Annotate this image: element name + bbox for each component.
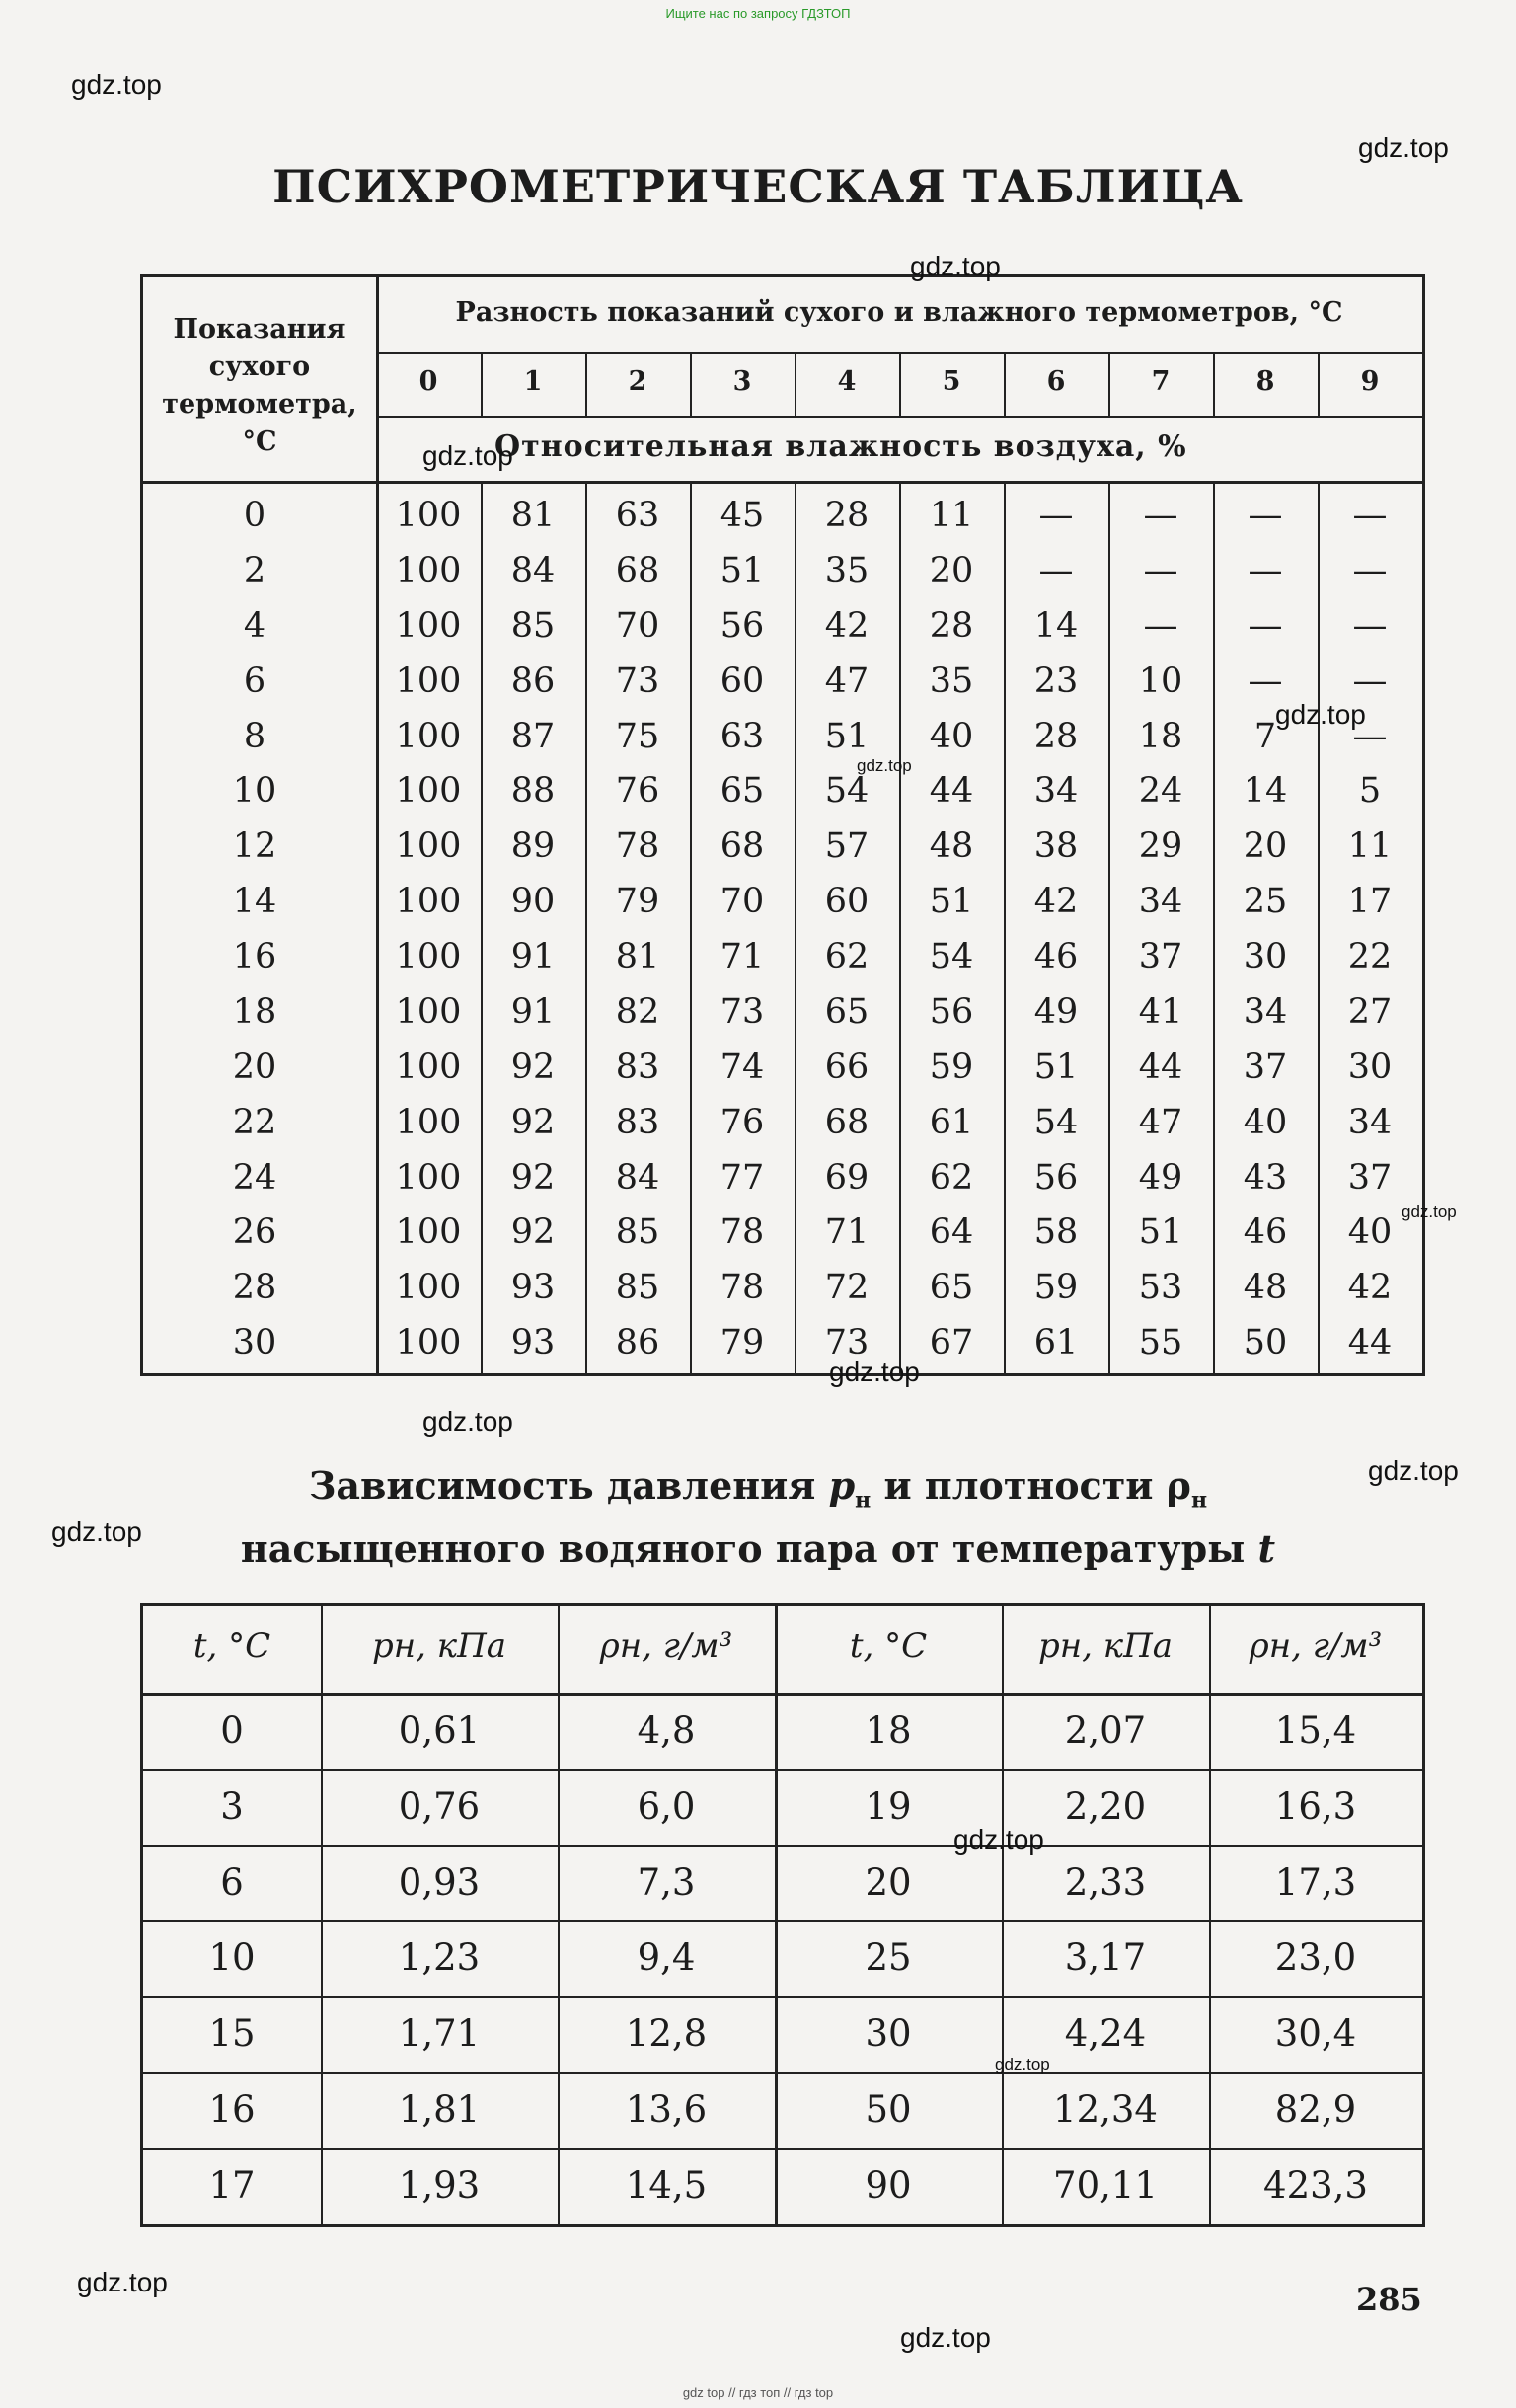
- watermark: gdz.top: [1358, 132, 1449, 163]
- watermark: gdz.top: [910, 251, 1001, 281]
- humidity-cell: 47: [824, 660, 870, 701]
- humidity-cell: 34: [1347, 1102, 1393, 1142]
- vapor-cell: 23,0: [1274, 1936, 1357, 1980]
- dry-temp-cell: 8: [243, 716, 266, 756]
- humidity-cell: 86: [615, 1323, 660, 1363]
- humidity-cell: 59: [1033, 1268, 1079, 1308]
- humidity-cell: 91: [510, 937, 556, 976]
- humidity-cell: 50: [1243, 1323, 1288, 1363]
- dry-thermometer-header: [143, 311, 376, 461]
- humidity-cell: 37: [1138, 937, 1183, 976]
- humidity-cell: 54: [929, 937, 974, 976]
- dry-temp-cell: 18: [232, 991, 277, 1032]
- humidity-cell: 71: [824, 1212, 870, 1253]
- humidity-cell: —: [1248, 660, 1283, 701]
- humidity-cell: 82: [615, 991, 660, 1032]
- humidity-cell: 65: [929, 1268, 974, 1308]
- difference-col-9: 9: [1360, 366, 1380, 397]
- difference-col-3: 3: [732, 366, 752, 397]
- humidity-cell: 81: [615, 937, 660, 976]
- t-symbol: t: [1257, 1526, 1276, 1571]
- p-symbol: p: [828, 1463, 856, 1508]
- humidity-cell: 28: [1033, 716, 1079, 756]
- watermark: gdz.top: [829, 1357, 920, 1387]
- humidity-cell: 100: [395, 991, 462, 1032]
- vapor-header-2: ρн, г/м³: [599, 1626, 733, 1666]
- watermark: gdz.top: [900, 2322, 991, 2353]
- humidity-cell: —: [1248, 605, 1283, 646]
- humidity-cell: 56: [720, 605, 765, 646]
- difference-col-1: 1: [523, 366, 543, 397]
- humidity-cell: 67: [929, 1323, 974, 1363]
- humidity-cell: 66: [824, 1047, 870, 1087]
- vapor-cell: 4,24: [1064, 2012, 1147, 2056]
- humidity-cell: 87: [510, 716, 556, 756]
- dry-temp-cell: 24: [232, 1157, 277, 1198]
- humidity-cell: 54: [824, 771, 870, 812]
- humidity-cell: 100: [395, 771, 462, 812]
- watermark: gdz.top: [995, 2056, 1050, 2074]
- dry-temp-cell: 0: [243, 496, 266, 535]
- table-rule: [376, 416, 1422, 418]
- humidity-cell: 62: [929, 1157, 974, 1198]
- humidity-cell: 28: [824, 496, 870, 535]
- humidity-cell: —: [1352, 660, 1388, 701]
- humidity-cell: 73: [615, 660, 660, 701]
- humidity-cell: 68: [720, 826, 765, 867]
- watermark: gdz.top: [1275, 699, 1366, 730]
- p-subscript: н: [855, 1487, 872, 1514]
- humidity-cell: 46: [1033, 937, 1079, 976]
- humidity-cell: 47: [1138, 1102, 1183, 1142]
- vapor-cell: 12,8: [625, 2012, 708, 2056]
- vapor-cell: 3: [220, 1784, 244, 1827]
- humidity-cell: 100: [395, 496, 462, 535]
- humidity-cell: 48: [929, 826, 974, 867]
- difference-col-4: 4: [837, 366, 857, 397]
- humidity-cell: 68: [824, 1102, 870, 1142]
- humidity-cell: 51: [824, 716, 870, 756]
- rho-subscript: н: [1190, 1487, 1208, 1514]
- humidity-cell: 62: [824, 937, 870, 976]
- humidity-cell: 34: [1243, 991, 1288, 1032]
- vapor-cell: 10: [208, 1936, 256, 1980]
- humidity-cell: 57: [824, 826, 870, 867]
- table-rule: [143, 2148, 1422, 2150]
- humidity-cell: 14: [1033, 605, 1079, 646]
- page-title: ПСИХРОМЕТРИЧЕСКАЯ ТАБЛИЦА: [272, 160, 1244, 213]
- vapor-cell: 3,17: [1064, 1936, 1147, 1980]
- humidity-cell: 100: [395, 1212, 462, 1253]
- humidity-cell: 7: [1253, 716, 1277, 756]
- humidity-cell: 44: [1138, 1047, 1183, 1087]
- humidity-cell: 10: [1138, 660, 1183, 701]
- humidity-cell: 69: [824, 1157, 870, 1198]
- humidity-cell: 35: [824, 550, 870, 590]
- table-rule: [143, 1769, 1422, 1771]
- humidity-cell: 42: [824, 605, 870, 646]
- watermark: gdz.top: [1368, 1455, 1459, 1486]
- humidity-cell: 85: [615, 1212, 660, 1253]
- vapor-cell: 0,93: [398, 1860, 481, 1903]
- humidity-cell: 100: [395, 1047, 462, 1087]
- humidity-cell: 24: [1138, 771, 1183, 812]
- humidity-cell: 100: [395, 937, 462, 976]
- title-text: и плотности: [871, 1463, 1167, 1508]
- humidity-cell: 35: [929, 660, 974, 701]
- dry-header-line: °С: [242, 427, 277, 457]
- vapor-cell: 1,23: [398, 1936, 481, 1980]
- humidity-cell: 81: [510, 496, 556, 535]
- humidity-cell: 70: [720, 882, 765, 922]
- humidity-cell: 49: [1033, 991, 1079, 1032]
- humidity-cell: 37: [1347, 1157, 1393, 1198]
- humidity-cell: 92: [510, 1047, 556, 1087]
- vapor-cell: 0,61: [398, 1709, 481, 1751]
- vapor-cell: 2,33: [1064, 1860, 1147, 1903]
- difference-col-0: 0: [418, 366, 438, 397]
- humidity-cell: —: [1143, 496, 1178, 535]
- humidity-cell: —: [1352, 550, 1388, 590]
- humidity-cell: 71: [720, 937, 765, 976]
- bottom-note: gdz top // гдз топ // гдз top: [682, 2385, 834, 2400]
- humidity-cell: 51: [1033, 1047, 1079, 1087]
- table-rule: [1209, 1606, 1211, 2224]
- vapor-cell: 14,5: [625, 2163, 708, 2207]
- humidity-cell: 51: [929, 882, 974, 922]
- humidity-cell: 100: [395, 1268, 462, 1308]
- watermark: gdz.top: [422, 440, 513, 471]
- humidity-cell: 63: [615, 496, 660, 535]
- humidity-cell: 100: [395, 1102, 462, 1142]
- table-rule: [143, 2072, 1422, 2074]
- table-rule: [143, 481, 1422, 484]
- humidity-cell: 34: [1138, 882, 1183, 922]
- vapor-cell: 15: [208, 2012, 256, 2056]
- vapor-cell: 70,11: [1053, 2163, 1158, 2207]
- humidity-cell: 44: [1347, 1323, 1393, 1363]
- humidity-cell: 11: [1347, 826, 1393, 867]
- vapor-cell: 9,4: [637, 1936, 696, 1980]
- vapor-header-4: pн, кПа: [1038, 1626, 1173, 1666]
- difference-col-2: 2: [628, 366, 647, 397]
- difference-col-6: 6: [1046, 366, 1066, 397]
- humidity-cell: 42: [1347, 1268, 1393, 1308]
- humidity-cell: 46: [1243, 1212, 1288, 1253]
- humidity-cell: 100: [395, 1323, 462, 1363]
- humidity-cell: 17: [1347, 882, 1393, 922]
- humidity-cell: 100: [395, 605, 462, 646]
- watermark: gdz.top: [77, 2267, 168, 2297]
- table-rule: [321, 1606, 323, 2224]
- humidity-cell: 78: [720, 1212, 765, 1253]
- title-text: Зависимость давления: [308, 1463, 829, 1508]
- vapor-cell: 20: [865, 1860, 912, 1903]
- vapor-header-1: pн, кПа: [372, 1626, 506, 1666]
- vapor-cell: 19: [865, 1784, 912, 1827]
- humidity-cell: —: [1038, 550, 1074, 590]
- humidity-cell: 75: [615, 716, 660, 756]
- vapor-cell: 7,3: [637, 1860, 696, 1903]
- humidity-cell: 40: [1243, 1102, 1288, 1142]
- humidity-cell: 64: [929, 1212, 974, 1253]
- humidity-cell: 51: [1138, 1212, 1183, 1253]
- humidity-cell: 60: [720, 660, 765, 701]
- humidity-cell: 63: [720, 716, 765, 756]
- humidity-cell: 68: [615, 550, 660, 590]
- humidity-cell: 78: [720, 1268, 765, 1308]
- vapor-cell: 0: [220, 1709, 244, 1751]
- watermark: gdz.top: [71, 69, 162, 100]
- humidity-cell: 72: [824, 1268, 870, 1308]
- humidity-cell: —: [1143, 605, 1178, 646]
- table-rule: [1002, 1606, 1004, 2224]
- vapor-cell: 6: [220, 1860, 244, 1903]
- humidity-cell: 100: [395, 1157, 462, 1198]
- humidity-cell: 89: [510, 826, 556, 867]
- difference-header: Разность показаний сухого и влажного термометров, °С: [455, 297, 1343, 328]
- humidity-cell: 70: [615, 605, 660, 646]
- humidity-cell: 65: [720, 771, 765, 812]
- humidity-cell: —: [1038, 496, 1074, 535]
- humidity-cell: 37: [1243, 1047, 1288, 1087]
- humidity-cell: 18: [1138, 716, 1183, 756]
- vapor-cell: 1,71: [398, 2012, 481, 2056]
- humidity-cell: 53: [1138, 1268, 1183, 1308]
- humidity-cell: 14: [1243, 771, 1288, 812]
- table-rule: [143, 1845, 1422, 1847]
- humidity-cell: —: [1352, 605, 1388, 646]
- humidity-cell: 25: [1243, 882, 1288, 922]
- humidity-cell: —: [1143, 550, 1178, 590]
- watermark: gdz.top: [857, 756, 912, 775]
- humidity-cell: —: [1352, 496, 1388, 535]
- vapor-cell: 1,81: [398, 2088, 481, 2131]
- vapor-cell: 1,93: [398, 2163, 481, 2207]
- table-rule: [558, 1606, 560, 2224]
- dry-temp-cell: 28: [232, 1268, 277, 1308]
- watermark: gdz.top: [953, 1825, 1044, 1855]
- dry-temp-cell: 2: [243, 550, 266, 590]
- vapor-cell: 16,3: [1274, 1784, 1357, 1827]
- humidity-cell: 41: [1138, 991, 1183, 1032]
- humidity-header: Относительная влажность воздуха, %: [494, 429, 1187, 464]
- vapor-cell: 25: [865, 1936, 912, 1980]
- humidity-cell: 28: [929, 605, 974, 646]
- vapor-cell: 13,6: [625, 2088, 708, 2131]
- vapor-cell: 30: [865, 2012, 912, 2056]
- humidity-cell: 74: [720, 1047, 765, 1087]
- vapor-cell: 0,76: [398, 1784, 481, 1827]
- vapor-cell: 423,3: [1263, 2163, 1368, 2207]
- vapor-cell: 15,4: [1274, 1709, 1357, 1751]
- humidity-cell: 61: [929, 1102, 974, 1142]
- humidity-cell: 93: [510, 1268, 556, 1308]
- humidity-cell: 29: [1138, 826, 1183, 867]
- humidity-cell: —: [1248, 550, 1283, 590]
- dry-temp-cell: 22: [232, 1102, 277, 1142]
- dry-temp-cell: 30: [232, 1323, 277, 1363]
- vapor-cell: 12,34: [1053, 2088, 1158, 2131]
- humidity-cell: —: [1352, 716, 1388, 756]
- humidity-cell: 59: [929, 1047, 974, 1087]
- humidity-cell: 73: [824, 1323, 870, 1363]
- dry-header-line: сухого: [208, 351, 311, 382]
- table-rule: [143, 1996, 1422, 1998]
- vapor-cell: 17,3: [1274, 1860, 1357, 1903]
- humidity-cell: 54: [1033, 1102, 1079, 1142]
- humidity-cell: 5: [1358, 771, 1382, 812]
- vapor-table: [140, 1603, 1425, 2227]
- dry-temp-cell: 12: [232, 826, 277, 867]
- psychrometric-table: [140, 274, 1425, 1376]
- humidity-cell: 76: [615, 771, 660, 812]
- humidity-cell: 85: [615, 1268, 660, 1308]
- dry-header-line: Показания: [173, 314, 346, 345]
- table-rule: [143, 1920, 1422, 1922]
- dry-header-line: термометра,: [162, 389, 357, 420]
- watermark: gdz.top: [422, 1406, 513, 1437]
- humidity-cell: 30: [1243, 937, 1288, 976]
- vapor-header-0: t, °С: [192, 1626, 271, 1666]
- humidity-cell: 91: [510, 991, 556, 1032]
- humidity-cell: 56: [1033, 1157, 1079, 1198]
- vapor-cell: 82,9: [1274, 2088, 1357, 2131]
- humidity-cell: 100: [395, 716, 462, 756]
- humidity-cell: 85: [510, 605, 556, 646]
- humidity-cell: 73: [720, 991, 765, 1032]
- humidity-cell: 92: [510, 1212, 556, 1253]
- difference-col-8: 8: [1255, 366, 1275, 397]
- humidity-cell: 61: [1033, 1323, 1079, 1363]
- humidity-cell: 48: [1243, 1268, 1288, 1308]
- humidity-cell: 40: [1347, 1212, 1393, 1253]
- humidity-cell: 65: [824, 991, 870, 1032]
- humidity-cell: 88: [510, 771, 556, 812]
- difference-col-7: 7: [1151, 366, 1171, 397]
- humidity-cell: 55: [1138, 1323, 1183, 1363]
- humidity-cell: 22: [1347, 937, 1393, 976]
- humidity-cell: 83: [615, 1102, 660, 1142]
- vapor-title-line-1: [0, 1463, 1516, 1514]
- humidity-cell: 27: [1347, 991, 1393, 1032]
- vapor-cell: 2,07: [1064, 1709, 1147, 1751]
- table-rule: [143, 1693, 1422, 1696]
- vapor-cell: 2,20: [1064, 1784, 1147, 1827]
- humidity-cell: 83: [615, 1047, 660, 1087]
- vapor-cell: 18: [865, 1709, 912, 1751]
- humidity-cell: 44: [929, 771, 974, 812]
- difference-col-5: 5: [942, 366, 961, 397]
- dry-temp-cell: 16: [232, 937, 277, 976]
- humidity-cell: 84: [510, 550, 556, 590]
- humidity-cell: 42: [1033, 882, 1079, 922]
- vapor-cell: 17: [208, 2163, 256, 2207]
- humidity-cell: 86: [510, 660, 556, 701]
- top-note: Ищите нас по запросу ГДЗТОП: [665, 6, 851, 21]
- humidity-cell: 43: [1243, 1157, 1288, 1198]
- watermark: gdz.top: [51, 1516, 142, 1547]
- watermark: gdz.top: [1402, 1203, 1457, 1221]
- humidity-cell: 34: [1033, 771, 1079, 812]
- humidity-cell: 77: [720, 1157, 765, 1198]
- vapor-cell: 4,8: [637, 1709, 696, 1751]
- humidity-cell: 100: [395, 882, 462, 922]
- title-text: насыщенного водяного пара от температуры: [240, 1526, 1258, 1571]
- dry-temp-cell: 20: [232, 1047, 277, 1087]
- dry-temp-cell: 6: [243, 660, 266, 701]
- humidity-cell: 84: [615, 1157, 660, 1198]
- vapor-cell: 6,0: [637, 1784, 696, 1827]
- humidity-cell: 56: [929, 991, 974, 1032]
- table-rule: [775, 1606, 778, 2224]
- humidity-cell: 79: [720, 1323, 765, 1363]
- humidity-cell: 20: [929, 550, 974, 590]
- page-number: 285: [1356, 2281, 1422, 2318]
- humidity-cell: 49: [1138, 1157, 1183, 1198]
- dry-temp-cell: 10: [232, 771, 277, 812]
- humidity-cell: 100: [395, 550, 462, 590]
- humidity-cell: 51: [720, 550, 765, 590]
- rho-symbol: ρ: [1166, 1463, 1191, 1508]
- humidity-cell: 92: [510, 1102, 556, 1142]
- vapor-cell: 16: [208, 2088, 256, 2131]
- dry-temp-cell: 14: [232, 882, 277, 922]
- humidity-cell: 93: [510, 1323, 556, 1363]
- humidity-cell: 100: [395, 660, 462, 701]
- humidity-cell: 23: [1033, 660, 1079, 701]
- humidity-cell: 40: [929, 716, 974, 756]
- humidity-cell: 30: [1347, 1047, 1393, 1087]
- vapor-cell: 50: [865, 2088, 912, 2131]
- humidity-cell: 38: [1033, 826, 1079, 867]
- humidity-cell: 78: [615, 826, 660, 867]
- humidity-cell: 100: [395, 826, 462, 867]
- humidity-cell: —: [1248, 496, 1283, 535]
- vapor-title-line-2: [0, 1526, 1516, 1571]
- vapor-header-3: t, °С: [849, 1626, 928, 1666]
- dry-temp-cell: 4: [243, 605, 266, 646]
- humidity-cell: 60: [824, 882, 870, 922]
- humidity-cell: 79: [615, 882, 660, 922]
- humidity-cell: 45: [720, 496, 765, 535]
- humidity-cell: 92: [510, 1157, 556, 1198]
- vapor-header-5: ρн, г/м³: [1249, 1626, 1383, 1666]
- vapor-cell: 90: [865, 2163, 912, 2207]
- humidity-cell: 58: [1033, 1212, 1079, 1253]
- vapor-cell: 30,4: [1274, 2012, 1357, 2056]
- humidity-cell: 76: [720, 1102, 765, 1142]
- humidity-cell: 20: [1243, 826, 1288, 867]
- dry-temp-cell: 26: [232, 1212, 277, 1253]
- humidity-cell: 90: [510, 882, 556, 922]
- humidity-cell: 11: [929, 496, 974, 535]
